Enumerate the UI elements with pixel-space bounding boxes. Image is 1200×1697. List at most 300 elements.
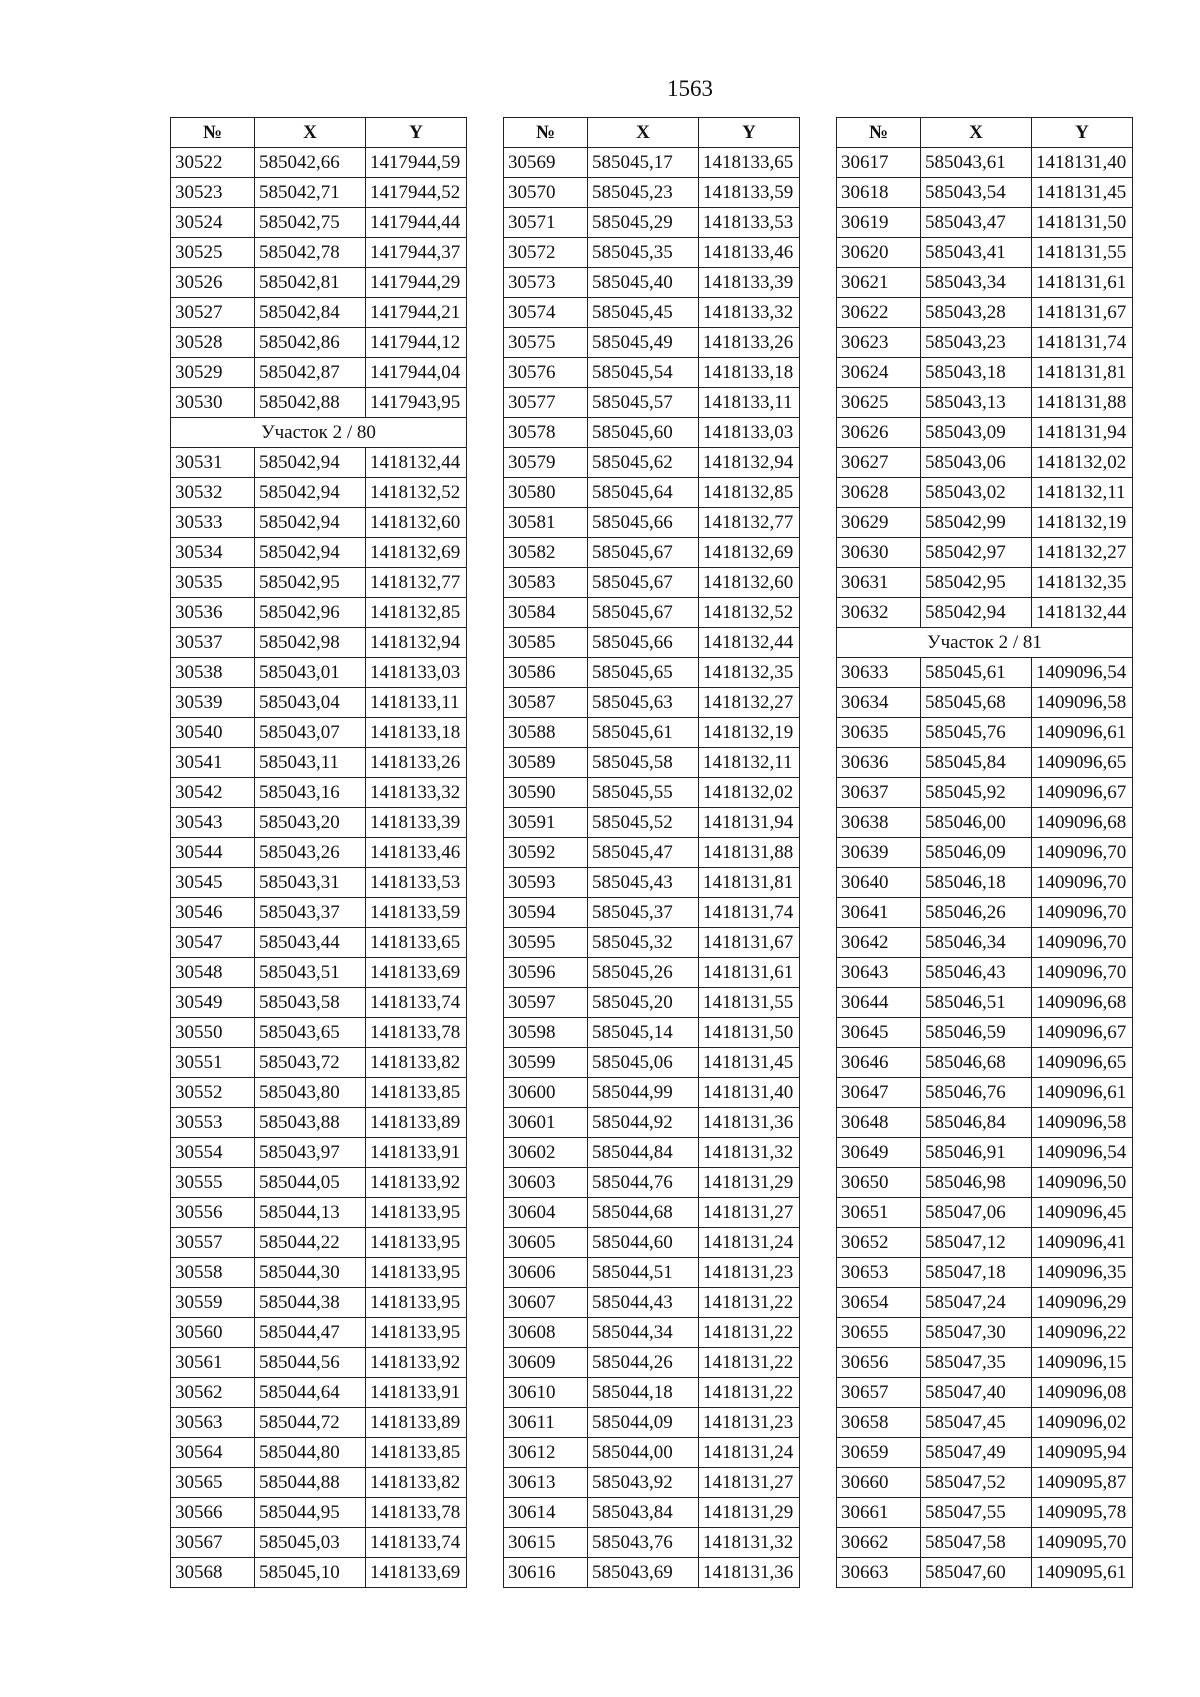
y-coordinate-cell: 1417944,12 (366, 328, 467, 358)
point-number-cell: 30593 (504, 868, 588, 898)
y-coordinate-cell: 1418132,44 (366, 448, 467, 478)
y-coordinate-cell: 1418133,92 (366, 1348, 467, 1378)
table-row (504, 388, 800, 418)
table-row (171, 1498, 467, 1528)
point-number-cell: 30534 (171, 538, 255, 568)
y-coordinate-cell: 1418133,11 (699, 388, 800, 418)
y-coordinate-cell: 1418131,29 (699, 1168, 800, 1198)
x-coordinate-cell: 585043,72 (255, 1048, 366, 1078)
point-number-cell: 30568 (171, 1558, 255, 1588)
table-row (504, 178, 800, 208)
point-number-cell: 30563 (171, 1408, 255, 1438)
table-row (504, 1438, 800, 1468)
point-number-cell: 30605 (504, 1228, 588, 1258)
table-row (837, 358, 1133, 388)
y-coordinate-cell: 1418131,24 (699, 1228, 800, 1258)
table-row (504, 268, 800, 298)
y-coordinate-cell: 1409096,02 (1032, 1408, 1133, 1438)
y-coordinate-cell: 1418133,11 (366, 688, 467, 718)
x-coordinate-cell: 585042,94 (255, 538, 366, 568)
x-coordinate-cell: 585046,98 (921, 1168, 1032, 1198)
table-row (504, 448, 800, 478)
point-number-cell: 30661 (837, 1498, 921, 1528)
x-coordinate-cell: 585047,52 (921, 1468, 1032, 1498)
point-number-cell: 30601 (504, 1108, 588, 1138)
x-coordinate-cell: 585045,52 (588, 808, 699, 838)
y-coordinate-cell: 1418133,53 (699, 208, 800, 238)
y-coordinate-cell: 1418133,18 (366, 718, 467, 748)
table-row (837, 748, 1133, 778)
table-row (837, 298, 1133, 328)
coordinates-table-3 (836, 117, 1133, 1588)
y-coordinate-cell: 1417944,21 (366, 298, 467, 328)
table-row (171, 1288, 467, 1318)
point-number-cell: 30626 (837, 418, 921, 448)
x-coordinate-cell: 585044,88 (255, 1468, 366, 1498)
table-row (171, 1108, 467, 1138)
x-coordinate-cell: 585043,31 (255, 868, 366, 898)
y-coordinate-cell: 1409095,61 (1032, 1558, 1133, 1588)
x-coordinate-cell: 585045,35 (588, 238, 699, 268)
table-row (837, 1558, 1133, 1588)
point-number-cell: 30644 (837, 988, 921, 1018)
y-coordinate-cell: 1418133,89 (366, 1408, 467, 1438)
point-number-cell: 30527 (171, 298, 255, 328)
x-coordinate-cell: 585045,49 (588, 328, 699, 358)
table-row (504, 898, 800, 928)
table-row (171, 508, 467, 538)
point-number-cell: 30531 (171, 448, 255, 478)
table-row (171, 298, 467, 328)
point-number-cell: 30609 (504, 1348, 588, 1378)
x-coordinate-cell: 585045,63 (588, 688, 699, 718)
point-number-cell: 30653 (837, 1258, 921, 1288)
coordinates-table-1 (170, 117, 467, 1588)
point-number-cell: 30589 (504, 748, 588, 778)
y-coordinate-cell: 1418131,61 (1032, 268, 1133, 298)
table-row (504, 598, 800, 628)
y-coordinate-cell: 1418133,59 (366, 898, 467, 928)
point-number-cell: 30535 (171, 568, 255, 598)
y-coordinate-cell: 1409096,45 (1032, 1198, 1133, 1228)
x-coordinate-cell: 585047,06 (921, 1198, 1032, 1228)
table-row (837, 478, 1133, 508)
point-number-cell: 30555 (171, 1168, 255, 1198)
point-number-cell: 30569 (504, 148, 588, 178)
point-number-cell: 30633 (837, 658, 921, 688)
table-row (171, 1168, 467, 1198)
x-coordinate-cell: 585045,32 (588, 928, 699, 958)
table-row (837, 1468, 1133, 1498)
table-row (504, 568, 800, 598)
point-number-cell: 30543 (171, 808, 255, 838)
y-coordinate-cell: 1409096,58 (1032, 688, 1133, 718)
point-number-cell: 30656 (837, 1348, 921, 1378)
point-number-cell: 30639 (837, 838, 921, 868)
y-coordinate-cell: 1418131,22 (699, 1348, 800, 1378)
table-row (171, 238, 467, 268)
y-coordinate-cell: 1418133,85 (366, 1438, 467, 1468)
x-coordinate-cell: 585043,80 (255, 1078, 366, 1108)
x-coordinate-cell: 585044,60 (588, 1228, 699, 1258)
point-number-cell: 30588 (504, 718, 588, 748)
x-coordinate-cell: 585044,64 (255, 1378, 366, 1408)
y-coordinate-cell: 1418131,36 (699, 1558, 800, 1588)
table-row (837, 838, 1133, 868)
x-coordinate-cell: 585046,34 (921, 928, 1032, 958)
table-row (837, 1048, 1133, 1078)
x-coordinate-cell: 585047,35 (921, 1348, 1032, 1378)
table-row (171, 478, 467, 508)
point-number-cell: 30539 (171, 688, 255, 718)
header-x: X (588, 118, 699, 148)
y-coordinate-cell: 1418132,11 (1032, 478, 1133, 508)
x-coordinate-cell: 585046,91 (921, 1138, 1032, 1168)
y-coordinate-cell: 1418133,95 (366, 1228, 467, 1258)
point-number-cell: 30641 (837, 898, 921, 928)
point-number-cell: 30591 (504, 808, 588, 838)
point-number-cell: 30529 (171, 358, 255, 388)
point-number-cell: 30582 (504, 538, 588, 568)
table-row (504, 958, 800, 988)
y-coordinate-cell: 1418133,32 (699, 298, 800, 328)
point-number-cell: 30659 (837, 1438, 921, 1468)
x-coordinate-cell: 585042,94 (255, 508, 366, 538)
table-row (171, 628, 467, 658)
table-row (837, 718, 1133, 748)
table-row (837, 808, 1133, 838)
x-coordinate-cell: 585046,68 (921, 1048, 1032, 1078)
table-row (837, 1348, 1133, 1378)
y-coordinate-cell: 1418132,60 (699, 568, 800, 598)
table-row (171, 268, 467, 298)
y-coordinate-cell: 1418133,82 (366, 1048, 467, 1078)
x-coordinate-cell: 585043,07 (255, 718, 366, 748)
point-number-cell: 30524 (171, 208, 255, 238)
table-row (171, 868, 467, 898)
table-row (837, 388, 1133, 418)
point-number-cell: 30613 (504, 1468, 588, 1498)
table-row (171, 838, 467, 868)
y-coordinate-cell: 1418132,35 (1032, 568, 1133, 598)
page-number: 1563 (667, 76, 713, 101)
table-row (171, 178, 467, 208)
point-number-cell: 30579 (504, 448, 588, 478)
table-row (171, 1228, 467, 1258)
point-number-cell: 30556 (171, 1198, 255, 1228)
point-number-cell: 30623 (837, 328, 921, 358)
table-row (171, 1258, 467, 1288)
header-number: № (837, 118, 921, 148)
y-coordinate-cell: 1417944,04 (366, 358, 467, 388)
point-number-cell: 30537 (171, 628, 255, 658)
x-coordinate-cell: 585042,95 (921, 568, 1032, 598)
x-coordinate-cell: 585044,68 (588, 1198, 699, 1228)
x-coordinate-cell: 585046,18 (921, 868, 1032, 898)
table-row (504, 1378, 800, 1408)
y-coordinate-cell: 1418131,67 (1032, 298, 1133, 328)
y-coordinate-cell: 1409096,67 (1032, 1018, 1133, 1048)
table-row (837, 1318, 1133, 1348)
x-coordinate-cell: 585045,65 (588, 658, 699, 688)
point-number-cell: 30559 (171, 1288, 255, 1318)
point-number-cell: 30562 (171, 1378, 255, 1408)
x-coordinate-cell: 585042,98 (255, 628, 366, 658)
point-number-cell: 30651 (837, 1198, 921, 1228)
y-coordinate-cell: 1418132,94 (366, 628, 467, 658)
y-coordinate-cell: 1409096,70 (1032, 838, 1133, 868)
y-coordinate-cell: 1418133,85 (366, 1078, 467, 1108)
y-coordinate-cell: 1418132,85 (699, 478, 800, 508)
point-number-cell: 30618 (837, 178, 921, 208)
x-coordinate-cell: 585043,47 (921, 208, 1032, 238)
x-coordinate-cell: 585045,26 (588, 958, 699, 988)
point-number-cell: 30596 (504, 958, 588, 988)
y-coordinate-cell: 1418131,50 (1032, 208, 1133, 238)
table-row (837, 1168, 1133, 1198)
y-coordinate-cell: 1418131,61 (699, 958, 800, 988)
y-coordinate-cell: 1418131,94 (1032, 418, 1133, 448)
x-coordinate-cell: 585045,17 (588, 148, 699, 178)
point-number-cell: 30607 (504, 1288, 588, 1318)
header-number: № (504, 118, 588, 148)
x-coordinate-cell: 585042,94 (255, 448, 366, 478)
point-number-cell: 30654 (837, 1288, 921, 1318)
x-coordinate-cell: 585047,55 (921, 1498, 1032, 1528)
point-number-cell: 30619 (837, 208, 921, 238)
table-row (504, 1168, 800, 1198)
y-coordinate-cell: 1418131,22 (699, 1318, 800, 1348)
y-coordinate-cell: 1409096,54 (1032, 1138, 1133, 1168)
y-coordinate-cell: 1418133,95 (366, 1288, 467, 1318)
table-row (171, 778, 467, 808)
table-row (171, 808, 467, 838)
point-number-cell: 30536 (171, 598, 255, 628)
x-coordinate-cell: 585045,67 (588, 598, 699, 628)
point-number-cell: 30620 (837, 238, 921, 268)
point-number-cell: 30635 (837, 718, 921, 748)
y-coordinate-cell: 1418132,27 (699, 688, 800, 718)
point-number-cell: 30612 (504, 1438, 588, 1468)
x-coordinate-cell: 585045,40 (588, 268, 699, 298)
point-number-cell: 30631 (837, 568, 921, 598)
y-coordinate-cell: 1409096,08 (1032, 1378, 1133, 1408)
x-coordinate-cell: 585044,76 (588, 1168, 699, 1198)
point-number-cell: 30617 (837, 148, 921, 178)
x-coordinate-cell: 585045,06 (588, 1048, 699, 1078)
x-coordinate-cell: 585045,84 (921, 748, 1032, 778)
y-coordinate-cell: 1418133,82 (366, 1468, 467, 1498)
y-coordinate-cell: 1409095,78 (1032, 1498, 1133, 1528)
point-number-cell: 30547 (171, 928, 255, 958)
y-coordinate-cell: 1418132,77 (366, 568, 467, 598)
point-number-cell: 30587 (504, 688, 588, 718)
table-row (504, 1318, 800, 1348)
point-number-cell: 30642 (837, 928, 921, 958)
point-number-cell: 30550 (171, 1018, 255, 1048)
y-coordinate-cell: 1418132,69 (699, 538, 800, 568)
y-coordinate-cell: 1418131,36 (699, 1108, 800, 1138)
table-row (837, 868, 1133, 898)
table-row (837, 898, 1133, 928)
table-row (171, 568, 467, 598)
table-row (837, 148, 1133, 178)
x-coordinate-cell: 585044,51 (588, 1258, 699, 1288)
table-row (504, 1408, 800, 1438)
table-row (837, 268, 1133, 298)
x-coordinate-cell: 585045,60 (588, 418, 699, 448)
point-number-cell: 30540 (171, 718, 255, 748)
point-number-cell: 30549 (171, 988, 255, 1018)
y-coordinate-cell: 1418133,53 (366, 868, 467, 898)
point-number-cell: 30567 (171, 1528, 255, 1558)
x-coordinate-cell: 585047,60 (921, 1558, 1032, 1588)
x-coordinate-cell: 585044,26 (588, 1348, 699, 1378)
table-row (504, 1018, 800, 1048)
table-row (837, 178, 1133, 208)
table-row (171, 718, 467, 748)
table-row (504, 868, 800, 898)
header-y: Y (366, 118, 467, 148)
table-row (171, 1528, 467, 1558)
x-coordinate-cell: 585043,69 (588, 1558, 699, 1588)
point-number-cell: 30533 (171, 508, 255, 538)
point-number-cell: 30610 (504, 1378, 588, 1408)
point-number-cell: 30627 (837, 448, 921, 478)
y-coordinate-cell: 1418131,74 (1032, 328, 1133, 358)
table-row (837, 568, 1133, 598)
point-number-cell: 30577 (504, 388, 588, 418)
table-row (504, 628, 800, 658)
point-number-cell: 30570 (504, 178, 588, 208)
header-x: X (921, 118, 1032, 148)
table-row (171, 658, 467, 688)
y-coordinate-cell: 1409095,94 (1032, 1438, 1133, 1468)
y-coordinate-cell: 1418133,18 (699, 358, 800, 388)
table-row (504, 538, 800, 568)
table-row (837, 988, 1133, 1018)
y-coordinate-cell: 1418131,40 (699, 1078, 800, 1108)
point-number-cell: 30565 (171, 1468, 255, 1498)
point-number-cell: 30525 (171, 238, 255, 268)
point-number-cell: 30574 (504, 298, 588, 328)
point-number-cell: 30578 (504, 418, 588, 448)
coordinates-table-2 (503, 117, 800, 1588)
y-coordinate-cell: 1418133,91 (366, 1378, 467, 1408)
table-row (837, 688, 1133, 718)
point-number-cell: 30572 (504, 238, 588, 268)
point-number-cell: 30663 (837, 1558, 921, 1588)
y-coordinate-cell: 1418131,23 (699, 1408, 800, 1438)
point-number-cell: 30558 (171, 1258, 255, 1288)
point-number-cell: 30662 (837, 1528, 921, 1558)
y-coordinate-cell: 1417943,95 (366, 388, 467, 418)
table-row (504, 418, 800, 448)
table-row (171, 1078, 467, 1108)
point-number-cell: 30606 (504, 1258, 588, 1288)
x-coordinate-cell: 585043,44 (255, 928, 366, 958)
x-coordinate-cell: 585044,95 (255, 1498, 366, 1528)
point-number-cell: 30640 (837, 868, 921, 898)
table-row (171, 328, 467, 358)
x-coordinate-cell: 585042,96 (255, 598, 366, 628)
x-coordinate-cell: 585042,95 (255, 568, 366, 598)
point-number-cell: 30637 (837, 778, 921, 808)
x-coordinate-cell: 585043,34 (921, 268, 1032, 298)
y-coordinate-cell: 1409096,54 (1032, 658, 1133, 688)
table-row (504, 148, 800, 178)
table-row (504, 358, 800, 388)
y-coordinate-cell: 1418132,11 (699, 748, 800, 778)
table-row (504, 1138, 800, 1168)
point-number-cell: 30595 (504, 928, 588, 958)
point-number-cell: 30655 (837, 1318, 921, 1348)
y-coordinate-cell: 1409096,29 (1032, 1288, 1133, 1318)
x-coordinate-cell: 585045,47 (588, 838, 699, 868)
y-coordinate-cell: 1409096,65 (1032, 748, 1133, 778)
x-coordinate-cell: 585044,00 (588, 1438, 699, 1468)
x-coordinate-cell: 585043,65 (255, 1018, 366, 1048)
x-coordinate-cell: 585044,80 (255, 1438, 366, 1468)
x-coordinate-cell: 585046,26 (921, 898, 1032, 928)
x-coordinate-cell: 585042,97 (921, 538, 1032, 568)
x-coordinate-cell: 585047,45 (921, 1408, 1032, 1438)
x-coordinate-cell: 585043,28 (921, 298, 1032, 328)
x-coordinate-cell: 585047,12 (921, 1228, 1032, 1258)
x-coordinate-cell: 585044,30 (255, 1258, 366, 1288)
y-coordinate-cell: 1418131,74 (699, 898, 800, 928)
table-row (171, 1558, 467, 1588)
x-coordinate-cell: 585046,76 (921, 1078, 1032, 1108)
y-coordinate-cell: 1418133,89 (366, 1108, 467, 1138)
table-row (504, 1288, 800, 1318)
x-coordinate-cell: 585042,88 (255, 388, 366, 418)
table-row (171, 1438, 467, 1468)
y-coordinate-cell: 1418133,26 (699, 328, 800, 358)
y-coordinate-cell: 1418133,26 (366, 748, 467, 778)
y-coordinate-cell: 1418132,77 (699, 508, 800, 538)
table-row (504, 1498, 800, 1528)
table-row (837, 928, 1133, 958)
table-row (504, 718, 800, 748)
point-number-cell: 30622 (837, 298, 921, 328)
x-coordinate-cell: 585043,20 (255, 808, 366, 838)
x-coordinate-cell: 585044,92 (588, 1108, 699, 1138)
table-row (837, 1258, 1133, 1288)
x-coordinate-cell: 585044,47 (255, 1318, 366, 1348)
x-coordinate-cell: 585045,10 (255, 1558, 366, 1588)
y-coordinate-cell: 1418133,39 (699, 268, 800, 298)
point-number-cell: 30634 (837, 688, 921, 718)
table-row (171, 958, 467, 988)
x-coordinate-cell: 585042,78 (255, 238, 366, 268)
point-number-cell: 30586 (504, 658, 588, 688)
x-coordinate-cell: 585042,86 (255, 328, 366, 358)
point-number-cell: 30657 (837, 1378, 921, 1408)
point-number-cell: 30648 (837, 1108, 921, 1138)
point-number-cell: 30553 (171, 1108, 255, 1138)
y-coordinate-cell: 1418132,94 (699, 448, 800, 478)
x-coordinate-cell: 585045,45 (588, 298, 699, 328)
point-number-cell: 30526 (171, 268, 255, 298)
point-number-cell: 30551 (171, 1048, 255, 1078)
x-coordinate-cell: 585045,67 (588, 568, 699, 598)
point-number-cell: 30608 (504, 1318, 588, 1348)
point-number-cell: 30645 (837, 1018, 921, 1048)
y-coordinate-cell: 1418132,52 (699, 598, 800, 628)
point-number-cell: 30557 (171, 1228, 255, 1258)
x-coordinate-cell: 585044,09 (588, 1408, 699, 1438)
